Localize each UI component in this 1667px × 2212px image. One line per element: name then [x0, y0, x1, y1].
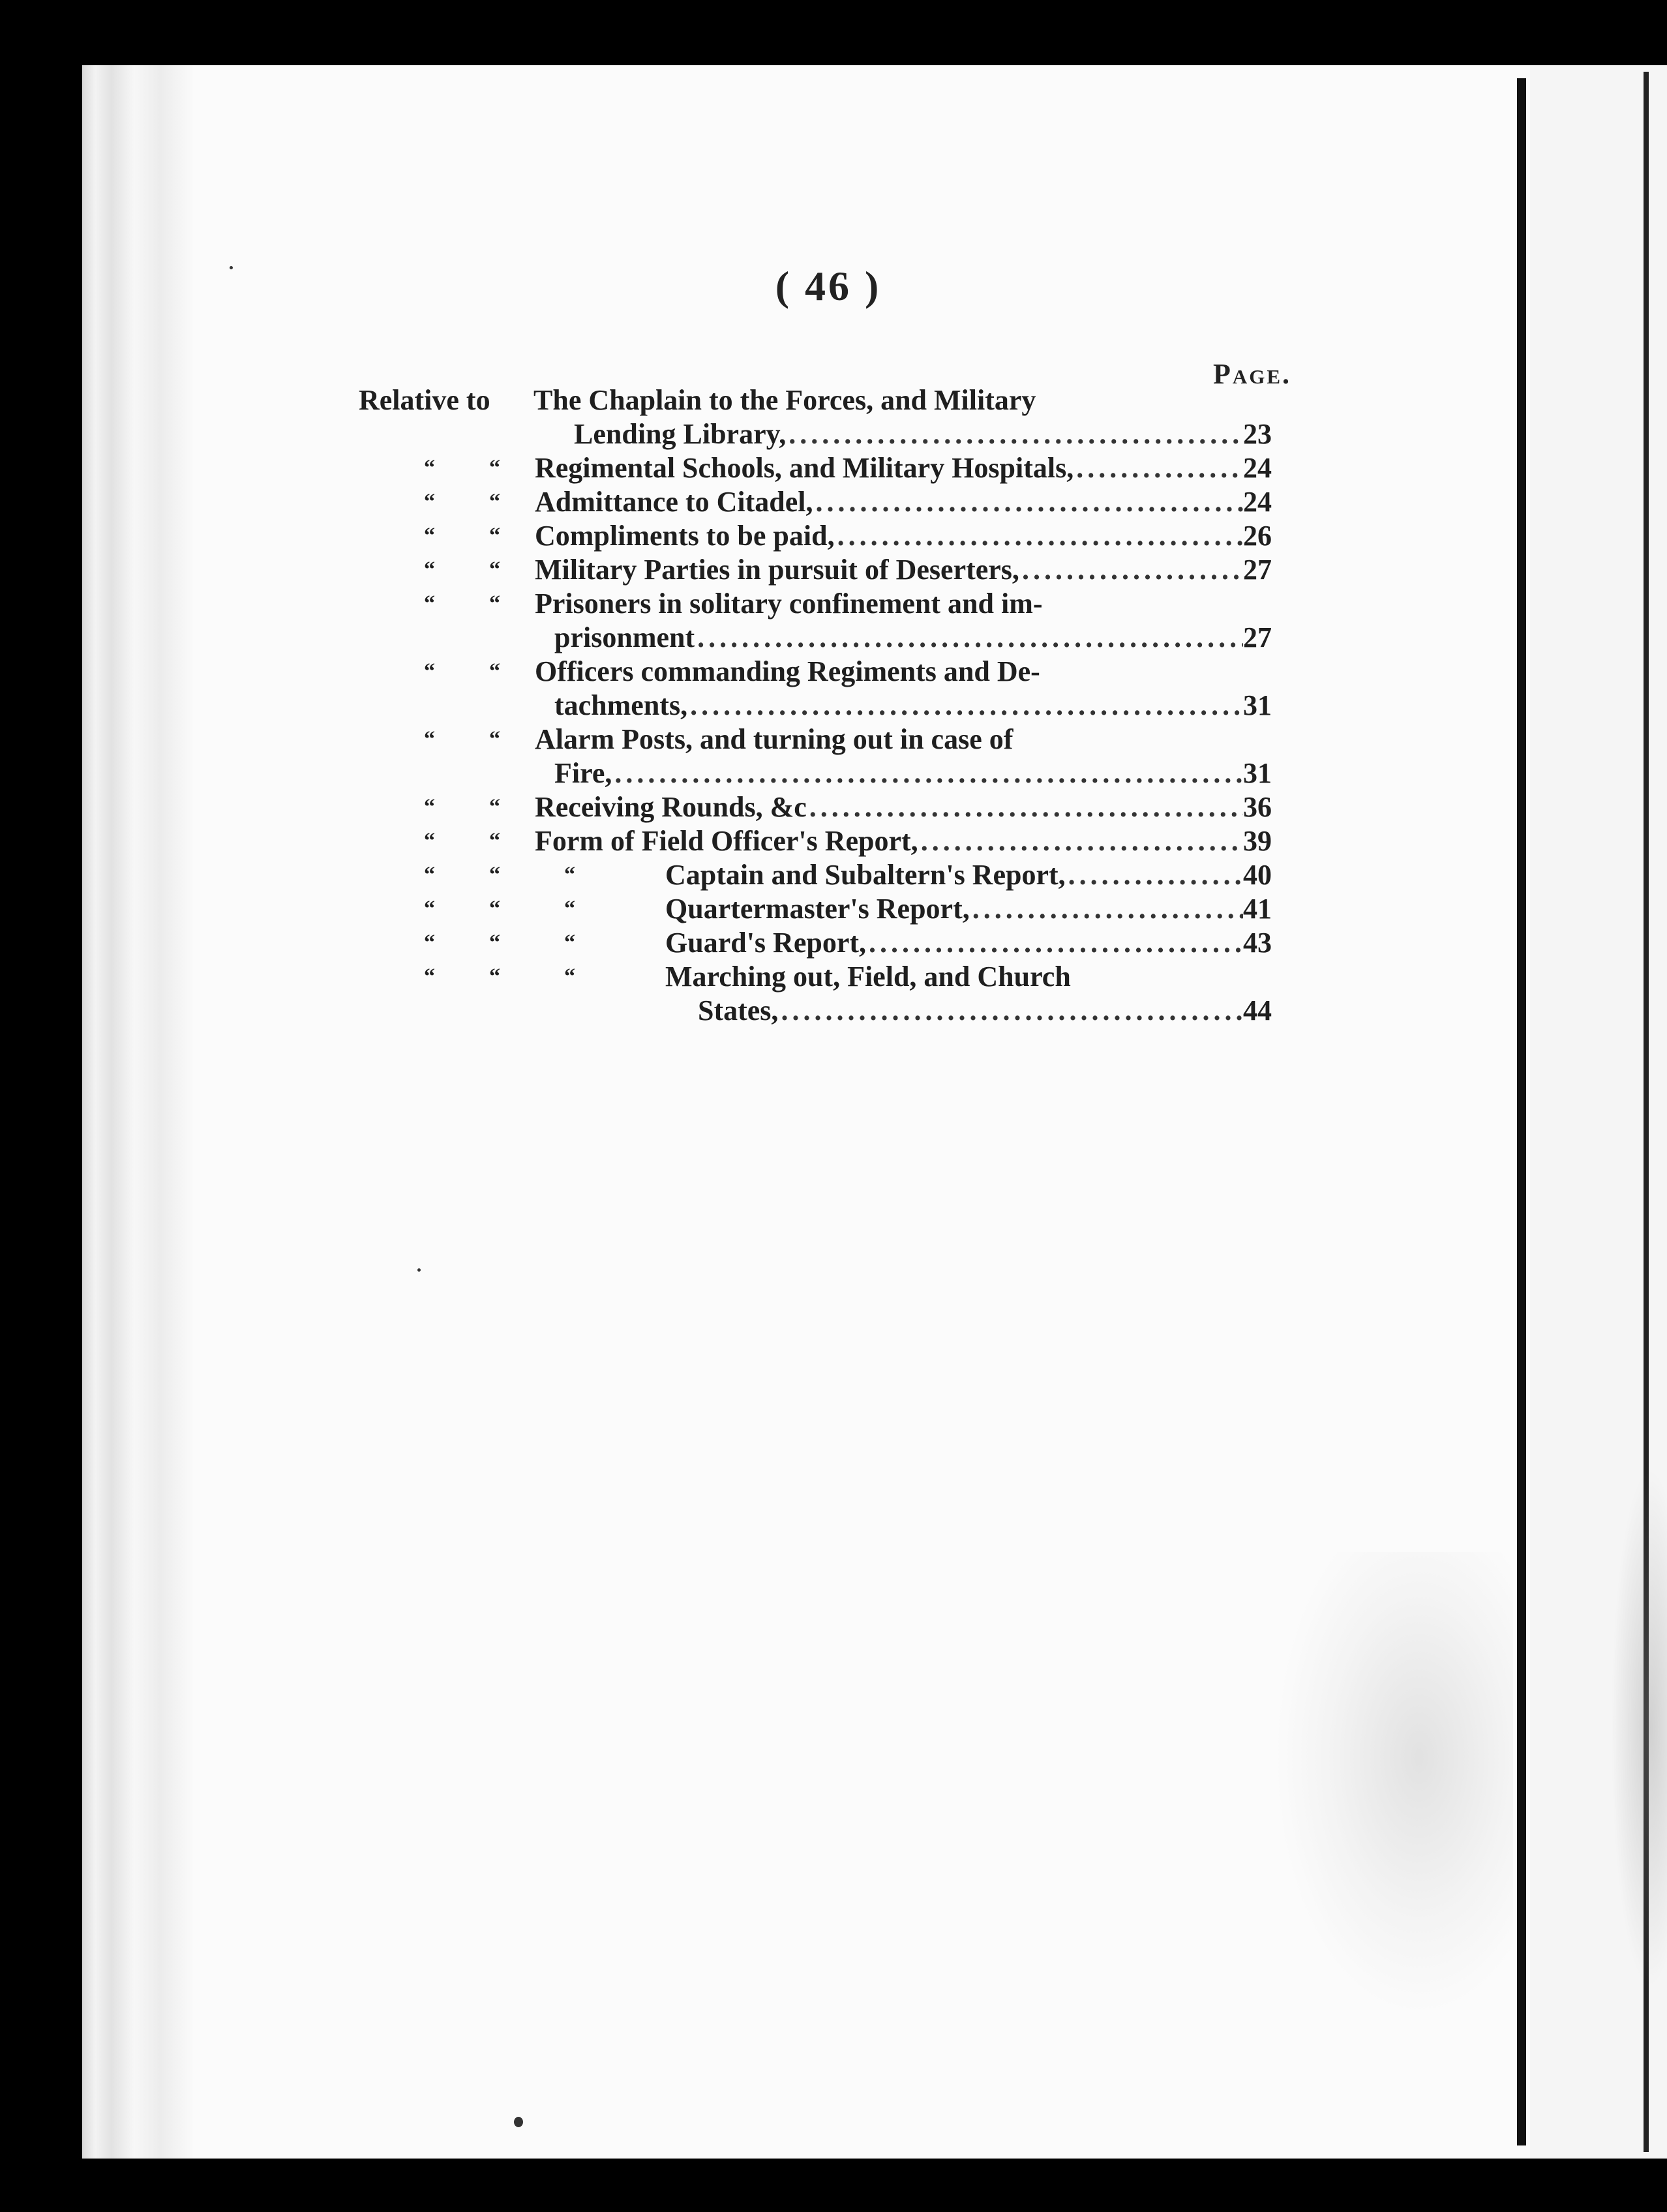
toc-entry-continuation	[359, 621, 1272, 655]
leader-dots	[1074, 451, 1243, 485]
leader-dots	[918, 824, 1243, 858]
toc-page-ref: 36	[1243, 791, 1272, 823]
scan-border-top	[0, 0, 1667, 65]
toc-entry-title: Captain and Subaltern's Report,	[665, 859, 1066, 891]
ink-spot	[514, 2117, 523, 2127]
facing-page-stain	[1611, 1467, 1667, 1989]
toc-entry-title: Guard's Report,	[665, 927, 866, 959]
ditto-mark: “	[424, 863, 435, 887]
ditto-mark: “	[489, 490, 500, 514]
toc-entry-title: Compliments to be paid,	[535, 520, 835, 552]
toc-entry	[359, 723, 1272, 756]
ink-spot	[417, 1268, 421, 1272]
ditto-mark: “	[489, 931, 500, 955]
toc-entry	[359, 790, 1272, 824]
toc-entry	[359, 451, 1272, 485]
toc-entry-title: Receiving Rounds, &c	[535, 791, 807, 823]
ditto-mark: “	[564, 863, 575, 887]
toc-entry	[359, 553, 1272, 587]
toc-entry	[359, 960, 1272, 994]
toc-page-ref: 31	[1243, 689, 1272, 721]
leader-dots	[835, 519, 1243, 553]
leader-dots	[970, 892, 1243, 926]
ditto-mark: “	[489, 863, 500, 887]
leader-dots	[695, 621, 1243, 655]
page-column-heading: Page.	[1212, 358, 1291, 390]
ditto-mark: “	[424, 591, 435, 616]
toc-entry-title: tachments,	[554, 689, 688, 721]
book-gutter	[1517, 78, 1526, 2145]
page-stack-edge	[82, 65, 193, 2159]
ditto-mark: “	[424, 490, 435, 514]
leader-dots	[612, 756, 1243, 790]
leader-dots	[866, 926, 1243, 960]
toc-page-ref: 24	[1243, 486, 1272, 518]
paper-stain	[1278, 1552, 1513, 2009]
ditto-mark: “	[424, 558, 435, 582]
toc-page-ref: 39	[1243, 825, 1272, 857]
leader-dots	[807, 790, 1243, 824]
toc-entry	[359, 519, 1272, 553]
ditto-mark: “	[424, 897, 435, 921]
toc-entry	[359, 892, 1272, 926]
toc-entry-title: Marching out, Field, and Church	[665, 961, 1071, 993]
toc-page-ref: 44	[1243, 994, 1272, 1026]
toc-entry-continuation	[359, 417, 1272, 451]
ditto-mark: “	[424, 964, 435, 989]
toc-entry-title: Regimental Schools, and Military Hospitals,	[535, 452, 1074, 484]
leader-dots	[813, 485, 1244, 519]
ditto-mark: “	[424, 524, 435, 548]
toc-entry-title: States,	[698, 994, 779, 1026]
ditto-mark: “	[489, 727, 500, 751]
leader-dots	[1019, 553, 1243, 587]
ditto-mark: “	[489, 659, 500, 683]
toc-entry-title: Military Parties in pursuit of Deserters,	[535, 554, 1019, 586]
toc-entry-continuation	[359, 689, 1272, 723]
toc-entry-title: Fire,	[554, 757, 612, 789]
ditto-mark: “	[564, 931, 575, 955]
toc-page-ref: 24	[1243, 452, 1272, 484]
ditto-mark: “	[489, 897, 500, 921]
toc-page-ref: 40	[1243, 859, 1272, 891]
ink-spot	[230, 266, 233, 269]
toc-entry-title: Officers commanding Regiments and De-	[535, 655, 1040, 687]
ditto-mark: “	[489, 829, 500, 853]
ditto-mark: “	[489, 456, 500, 480]
toc-entry-title: Prisoners in solitary confinement and im-	[535, 588, 1043, 620]
ditto-mark: “	[424, 829, 435, 853]
ditto-mark: “	[489, 964, 500, 989]
leader-dots	[687, 689, 1243, 723]
toc-entry-continuation	[359, 994, 1272, 1028]
toc-entry	[359, 926, 1272, 960]
toc-entry	[359, 858, 1272, 892]
toc-page-ref: 41	[1243, 893, 1272, 925]
toc-entry	[359, 824, 1272, 858]
toc-entry	[359, 383, 1272, 417]
toc-entry-title: Alarm Posts, and turning out in case of	[535, 723, 1014, 755]
leader-dots	[786, 417, 1243, 451]
toc-page-ref: 27	[1243, 621, 1272, 653]
toc-page-ref: 31	[1243, 757, 1272, 789]
ditto-mark: “	[424, 456, 435, 480]
ditto-mark: “	[489, 795, 500, 819]
toc-entry-title: Form of Field Officer's Report,	[535, 825, 918, 857]
page-number: ( 46 )	[775, 263, 882, 309]
toc-lead-text: Relative to	[359, 384, 490, 416]
toc-entry-title: prisonment	[554, 621, 695, 653]
ditto-mark: “	[489, 558, 500, 582]
toc-entry-title: Admittance to Citadel,	[535, 486, 813, 518]
toc-entry	[359, 587, 1272, 621]
ditto-mark: “	[424, 931, 435, 955]
toc-entry	[359, 485, 1272, 519]
ditto-mark: “	[424, 727, 435, 751]
ditto-mark: “	[489, 524, 500, 548]
toc-entry-title: Quartermaster's Report,	[665, 893, 970, 925]
toc-page-ref: 26	[1243, 520, 1272, 552]
toc-entry-title: Lending Library,	[574, 418, 787, 450]
leader-dots	[778, 994, 1243, 1028]
toc-entry-title: The Chaplain to the Forces, and Military	[533, 384, 1036, 416]
scan-border-bottom	[0, 2159, 1667, 2212]
ditto-mark: “	[564, 897, 575, 921]
ditto-mark: “	[489, 591, 500, 616]
leader-dots	[1066, 858, 1243, 892]
toc-page-ref: 23	[1243, 418, 1272, 450]
toc-page-ref: 27	[1243, 554, 1272, 586]
ditto-mark: “	[424, 659, 435, 683]
toc-entry	[359, 655, 1272, 689]
ditto-mark: “	[424, 795, 435, 819]
toc-entry-continuation	[359, 756, 1272, 790]
toc-page-ref: 43	[1243, 927, 1272, 959]
ditto-mark: “	[564, 964, 575, 989]
